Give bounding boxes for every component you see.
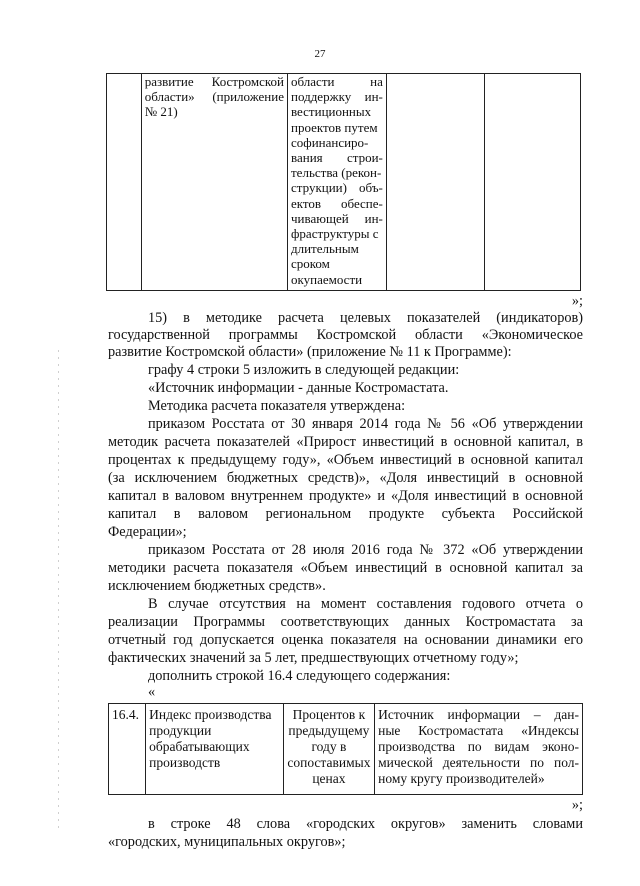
cell-line: окупаемости xyxy=(291,271,363,287)
paragraph-line: фактических значений за 5 лет, предшествующих отчетному году»; xyxy=(108,650,519,666)
closing-quote: »; xyxy=(571,797,583,813)
paragraph-line: приказом Росстата от 30 января 2014 года № 56 «Об утверждении xyxy=(148,416,583,432)
cell-line: вестиционных xyxy=(291,104,372,120)
paragraph-line: реализации Программы соответствующих данных Костромастата за xyxy=(108,614,583,630)
cell-line: ценах xyxy=(312,771,346,786)
table-cell-empty xyxy=(386,74,484,291)
cell-line: тельства (рекон- xyxy=(291,165,382,181)
paragraph-line: (за исключением бюджетных средств)», «Доля инвестиций в основной xyxy=(108,470,583,486)
paragraph-line: приказом Росстата от 28 июля 2016 года № 372 «Об утверждении xyxy=(148,542,583,558)
cell-line: сопоставимых xyxy=(287,755,371,770)
paragraph-line: Федерации»; xyxy=(108,524,187,540)
cell-line: предыдущему xyxy=(288,723,370,738)
cell-line: поддержку ин- xyxy=(291,89,383,105)
cell-line: Индекс производства xyxy=(149,707,272,722)
cell-line: сроком xyxy=(291,256,330,272)
cell-line: струкции) объ- xyxy=(291,180,383,196)
paragraph-line: процентах к предыдущему году», «Объем инвестиций в основной капитал xyxy=(108,452,583,468)
cell-line: фраструктуры с xyxy=(291,226,379,242)
paragraph-line: «городских, муниципальных округов»; xyxy=(108,834,346,850)
paragraph-line: методики расчета показателя «Объем инвестиций в основной капитал за xyxy=(108,560,583,576)
table-row xyxy=(109,704,583,795)
paragraph-line: Методика расчета показателя утверждена: xyxy=(148,398,406,414)
cell-line: области на xyxy=(291,74,383,89)
cell-line: длительным xyxy=(291,241,359,257)
cell-line: развитие Костромской xyxy=(144,74,284,89)
row-number: 16.4. xyxy=(109,704,146,795)
cell-line: проектов путем xyxy=(291,119,378,135)
page-number: 27 xyxy=(314,48,326,60)
cell-line: вания строи- xyxy=(291,150,383,166)
table-top-continuation xyxy=(106,73,581,291)
cell-line: ные Костромастата «Индексы xyxy=(378,723,579,738)
cell-line: чивающей ин- xyxy=(291,210,383,226)
information-source xyxy=(375,704,583,795)
cell-line: производства по видам эконо- xyxy=(378,739,579,754)
paragraph-line: государственной программы Костромской области «Экономическое xyxy=(108,327,583,343)
cell-line: производств xyxy=(149,755,221,770)
table-row xyxy=(107,74,581,291)
unit-of-measure xyxy=(283,704,374,795)
opening-quote: « xyxy=(148,684,156,700)
table-cell-program xyxy=(141,74,287,291)
cell-line: Источник информации – дан- xyxy=(378,707,579,722)
cell-line: софинансиро- xyxy=(291,134,369,150)
paragraph-line: «Источник информации - данные Костромастата. xyxy=(148,380,449,396)
paragraph-line: 15) в методике расчета целевых показателей (индикаторов) xyxy=(148,310,583,326)
paragraph-line: методик расчета показателей «Прирост инвестиций в основной капитал, в xyxy=(108,434,583,450)
scan-margin-mark xyxy=(58,350,59,830)
paragraph-line: В случае отсутствия на момент составления годового отчета о xyxy=(148,596,583,612)
paragraph-line: капитал в валовом региональном продукте субъекта Российской xyxy=(108,506,583,522)
cell-line: области» (приложение xyxy=(144,89,284,105)
table-cell-description xyxy=(288,74,387,291)
paragraph-line: капитал в валовом внутреннем продукте» и «Доля инвестиций в основной xyxy=(108,488,583,504)
cell-line: ному кругу производителей» xyxy=(378,771,545,786)
table-cell-number xyxy=(107,74,142,291)
cell-line: Процентов к xyxy=(292,707,366,722)
paragraph-line: в строке 48 слова «городских округов» заменить словами xyxy=(148,816,583,832)
table-cell-empty xyxy=(484,74,580,291)
cell-line: обрабатывающих xyxy=(149,739,250,754)
table-new-row-16-4 xyxy=(108,703,583,795)
closing-quote: »; xyxy=(571,293,583,309)
paragraph-line: развитие Костромской области» (приложение № 11 к Программе): xyxy=(108,344,512,360)
cell-line: году в xyxy=(311,739,347,754)
cell-line: мической деятельности по пол- xyxy=(378,755,579,770)
paragraph-line: исключением бюджетных средств». xyxy=(108,578,326,594)
paragraph-line: графу 4 строки 5 изложить в следующей редакции: xyxy=(148,362,460,378)
cell-line: продукции xyxy=(149,723,212,738)
paragraph-line: отчетный год допускается оценка показателя на основании динамики его xyxy=(108,632,583,648)
cell-line: ектов обеспе- xyxy=(291,195,383,211)
paragraph-line: дополнить строкой 16.4 следующего содержания: xyxy=(148,668,451,684)
indicator-name xyxy=(146,704,284,795)
cell-line: № 21) xyxy=(144,104,178,120)
